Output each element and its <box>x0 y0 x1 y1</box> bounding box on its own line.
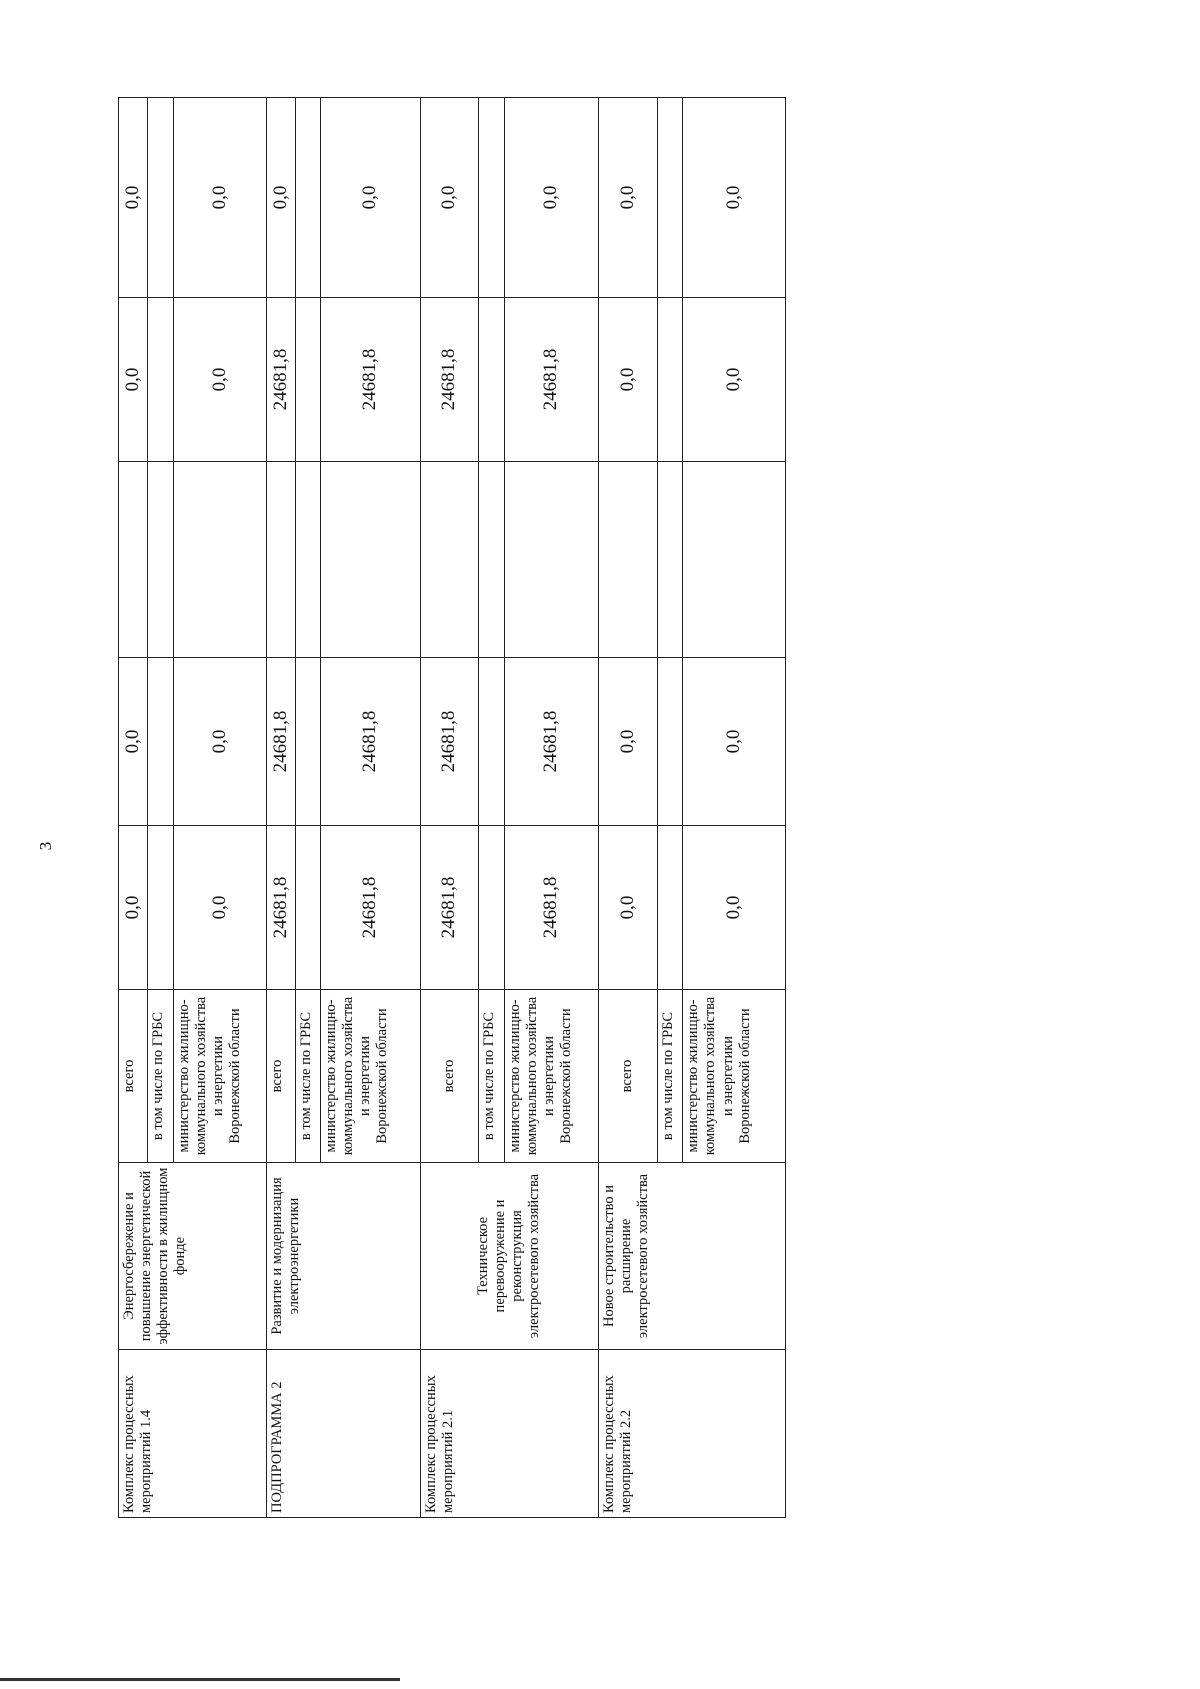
table-row <box>420 98 479 1518</box>
value-cell: 0,0 <box>683 98 786 298</box>
row-title: Развитие и модернизация электроэнергетики <box>267 1163 420 1350</box>
value-cell: 24681,8 <box>321 826 421 990</box>
row-name: Комплекс процессных мероприятий 2.2 <box>599 1350 786 1518</box>
value-cell: 24681,8 <box>267 658 296 826</box>
value-cell: 0,0 <box>173 98 266 298</box>
budget-table-rotated <box>118 98 786 1518</box>
incl-grbs-label: в том числе по ГРБС <box>148 990 174 1163</box>
value-cell: 24681,8 <box>504 826 598 990</box>
ministry-label: министерство жилищно-коммунального хозяйства и энергетики Воронежской области <box>173 990 266 1163</box>
value-cell: 0,0 <box>321 98 421 298</box>
incl-grbs-label: в том числе по ГРБС <box>479 990 505 1163</box>
table-row <box>599 98 658 1518</box>
incl-grbs-label: в том числе по ГРБС <box>296 990 321 1163</box>
value-cell <box>504 462 598 658</box>
ministry-label: министерство жилищно-коммунального хозяйства и энергетики Воронежской области <box>504 990 598 1163</box>
ministry-label: министерство жилищно-коммунального хозяйства и энергетики Воронежской области <box>683 990 786 1163</box>
value-cell: 0,0 <box>173 298 266 462</box>
row-name: Комплекс процессных мероприятий 1.4 <box>119 1350 267 1518</box>
value-cell: 0,0 <box>267 98 296 298</box>
value-cell: 24681,8 <box>321 298 421 462</box>
value-cell: 0,0 <box>173 658 266 826</box>
bottom-rule <box>0 1678 400 1681</box>
value-cell: 24681,8 <box>321 658 421 826</box>
row-title: Новое строительство и расширение электросетевого хозяйства <box>599 1163 786 1350</box>
row-name: Комплекс процессных мероприятий 2.1 <box>420 1350 599 1518</box>
value-cell: 0,0 <box>683 826 786 990</box>
table-row <box>119 98 148 1518</box>
value-cell <box>119 462 148 658</box>
row-name: ПОДПРОГРАММА 2 <box>267 1350 420 1518</box>
table-row <box>267 98 296 1518</box>
value-cell: 0,0 <box>173 826 266 990</box>
value-cell: 0,0 <box>119 98 148 298</box>
value-cell: 0,0 <box>599 98 658 298</box>
value-cell: 0,0 <box>119 658 148 826</box>
total-label: всего <box>119 990 148 1163</box>
row-title: Техническое перевооружение и реконструкция электросетевого хозяйства <box>420 1163 599 1350</box>
value-cell: 24681,8 <box>267 298 296 462</box>
value-cell: 0,0 <box>683 658 786 826</box>
value-cell: 24681,8 <box>504 658 598 826</box>
value-cell: 24681,8 <box>504 298 598 462</box>
value-cell: 0,0 <box>683 298 786 462</box>
total-label: всего <box>599 990 658 1163</box>
value-cell: 0,0 <box>504 98 598 298</box>
value-cell <box>599 462 658 658</box>
value-cell <box>267 462 296 658</box>
budget-table <box>118 97 786 1518</box>
page-number: 3 <box>36 841 55 851</box>
total-label: всего <box>267 990 296 1163</box>
value-cell: 0,0 <box>119 826 148 990</box>
ministry-label: министерство жилищно-коммунального хозяйства и энергетики Воронежской области <box>321 990 421 1163</box>
value-cell: 0,0 <box>420 98 479 298</box>
value-cell: 24681,8 <box>420 658 479 826</box>
value-cell: 24681,8 <box>420 298 479 462</box>
row-title: Энергосбережение и повышение энергетической эффективности в жилищном фонде <box>119 1163 267 1350</box>
value-cell: 0,0 <box>119 298 148 462</box>
value-cell: 0,0 <box>599 298 658 462</box>
value-cell <box>420 462 479 658</box>
value-cell: 0,0 <box>599 658 658 826</box>
value-cell: 24681,8 <box>420 826 479 990</box>
value-cell <box>173 462 266 658</box>
total-label: всего <box>420 990 479 1163</box>
incl-grbs-label: в том числе по ГРБС <box>657 990 683 1163</box>
value-cell <box>683 462 786 658</box>
value-cell: 0,0 <box>599 826 658 990</box>
value-cell: 24681,8 <box>267 826 296 990</box>
value-cell <box>321 462 421 658</box>
